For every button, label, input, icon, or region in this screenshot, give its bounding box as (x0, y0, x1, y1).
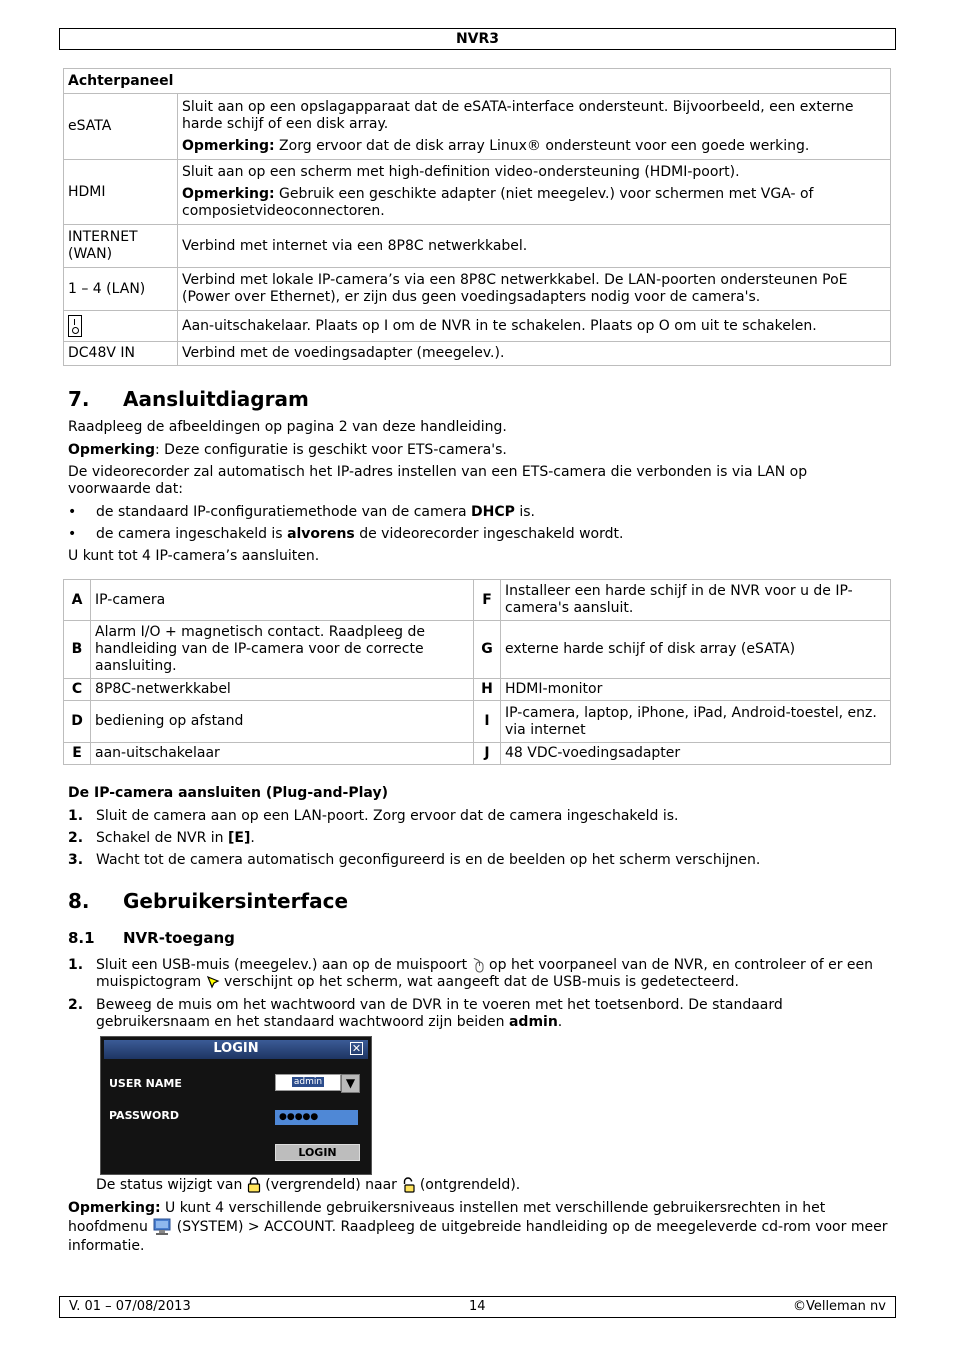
password-label: PASSWORD (109, 1109, 180, 1122)
note: Opmerking: Deze configuratie is geschikt voor ETS-camera's. (68, 442, 507, 458)
mouse-port-icon (472, 958, 485, 973)
paragraph: De videorecorder zal automatisch het IP-adres instellen van een ETS-camera die verbonden is via LAN op voorwaarde dat: (68, 464, 808, 497)
table-row: Aan-uitschakelaar. Plaats op I om de NVR in te schakelen. Plaats op O om uit te schakelen. (64, 311, 891, 342)
system-menu-icon (152, 1218, 172, 1236)
list-item: 1. Sluit een USB-muis (meegelev.) aan op de muispoort op het voorpaneel van de NVR, en controleer of er een muispictogram verschijnt op het scherm, wat aangeeft dat de USB-muis is gedetecteerd. (68, 957, 874, 990)
login-dialog (100, 1036, 372, 1175)
plug-play-heading: De IP-camera aansluiten (Plug-and-Play) (68, 785, 388, 801)
login-button[interactable]: LOGIN (275, 1144, 360, 1161)
table-row: HDMI Sluit aan op een scherm met high-definition video-ondersteuning (HDMI-poort). Opmerking: Gebruik een geschikte adapter (niet meegelev.) voor schermen met VGA- of composietvideoconnectoren. (64, 160, 891, 225)
table-title: Achterpaneel (64, 69, 891, 94)
table-row: E aan-uitschakelaar J 48 VDC-voedingsadapter (64, 743, 891, 765)
rear-panel-table (63, 68, 891, 366)
table-row: D bediening op afstand I IP-camera, laptop, iPhone, iPad, Android-toestel, enz. via internet (64, 701, 891, 743)
mouse-cursor-icon (206, 975, 220, 989)
table-row: C 8P8C-netwerkkabel H HDMI-monitor (64, 679, 891, 701)
list-item: 2. Beweeg de muis om het wachtwoord van de DVR in te voeren met het toetsenbord. De standaard gebruikersnaam en het standaard wachtwoord zijn beiden admin. (68, 997, 783, 1030)
table-row: A IP-camera F Installeer een harde schijf in de NVR voor u de IP-camera's aansluit. (64, 580, 891, 621)
list-item: 3. Wacht tot de camera automatisch geconfigureerd is en de beelden op het scherm verschijnen. (68, 852, 761, 868)
login-title-bar: LOGIN ✕ (104, 1040, 368, 1059)
list-item: 2. Schakel de NVR in [E]. (68, 830, 255, 846)
note: Opmerking: U kunt 4 verschillende gebruikersniveaus instellen met verschillende gebruikersrechten in het hoofdmenu (SYSTEM) > ACCOUNT. Raadpleeg de uitgebreide handleiding op de meegeleverde cd-rom voor meer informatie. (68, 1200, 888, 1254)
section-8-heading: 8. Gebruikersinterface (68, 889, 349, 913)
footer-copyright: ©Velleman nv (792, 1299, 886, 1314)
power-switch-icon (68, 315, 82, 337)
table-row: B Alarm I/O + magnetisch contact. Raadpleeg de handleiding van de IP-camera voor de correcte aansluiting. G externe harde schijf of disk array (eSATA) (64, 621, 891, 679)
footer-version: V. 01 – 07/08/2013 (69, 1299, 191, 1314)
chevron-down-icon[interactable]: ▼ (341, 1074, 360, 1093)
close-icon[interactable]: ✕ (351, 1042, 362, 1055)
list-item: • de standaard IP-configuratiemethode van de camera DHCP is. (68, 504, 535, 520)
section-7-heading: 7. Aansluitdiagram (68, 387, 309, 411)
table-row: DC48V IN Verbind met de voedingsadapter (meegelev.). (64, 342, 891, 366)
table-row: eSATA Sluit aan op een opslagapparaat dat de eSATA-interface ondersteunt. Bijvoorbeeld, een externe harde schijf of een disk array. Opmerking: Zorg ervoor dat de disk array Linux® ondersteunt voor een goede werking. (64, 94, 891, 160)
table-row: 1 – 4 (LAN) Verbind met lokale IP-camera’s via een 8P8C netwerkkabel. De LAN-poorten ondersteunen PoE (Power over Ethernet), er zijn dus geen voedingsadapters nodig voor de camera's. (64, 268, 891, 311)
lock-closed-icon (247, 1177, 261, 1193)
paragraph: U kunt tot 4 IP-camera’s aansluiten. (68, 548, 320, 564)
lock-open-icon (401, 1177, 415, 1193)
user-name-input[interactable]: admin (275, 1074, 341, 1091)
table-row: INTERNET (WAN) Verbind met internet via een 8P8C netwerkkabel. (64, 225, 891, 268)
list-item: • de camera ingeschakeld is alvorens de videorecorder ingeschakeld wordt. (68, 526, 624, 542)
legend-table (63, 579, 891, 765)
paragraph: Raadpleeg de afbeeldingen op pagina 2 van deze handleiding. (68, 419, 507, 435)
page-header: NVR3 (59, 28, 896, 50)
page-footer (59, 1296, 896, 1318)
footer-page-number: 14 (469, 1299, 486, 1314)
list-item: 1. Sluit de camera aan op een LAN-poort. Zorg ervoor dat de camera ingeschakeld is. (68, 808, 679, 824)
section-8-1-heading: 8.1 NVR-toegang (68, 929, 235, 947)
password-input[interactable]: ●●●●● (275, 1110, 358, 1125)
status-text: De status wijzigt van (vergrendeld) naar (ontgrendeld). (96, 1177, 521, 1193)
user-name-label: USER NAME (109, 1077, 182, 1090)
